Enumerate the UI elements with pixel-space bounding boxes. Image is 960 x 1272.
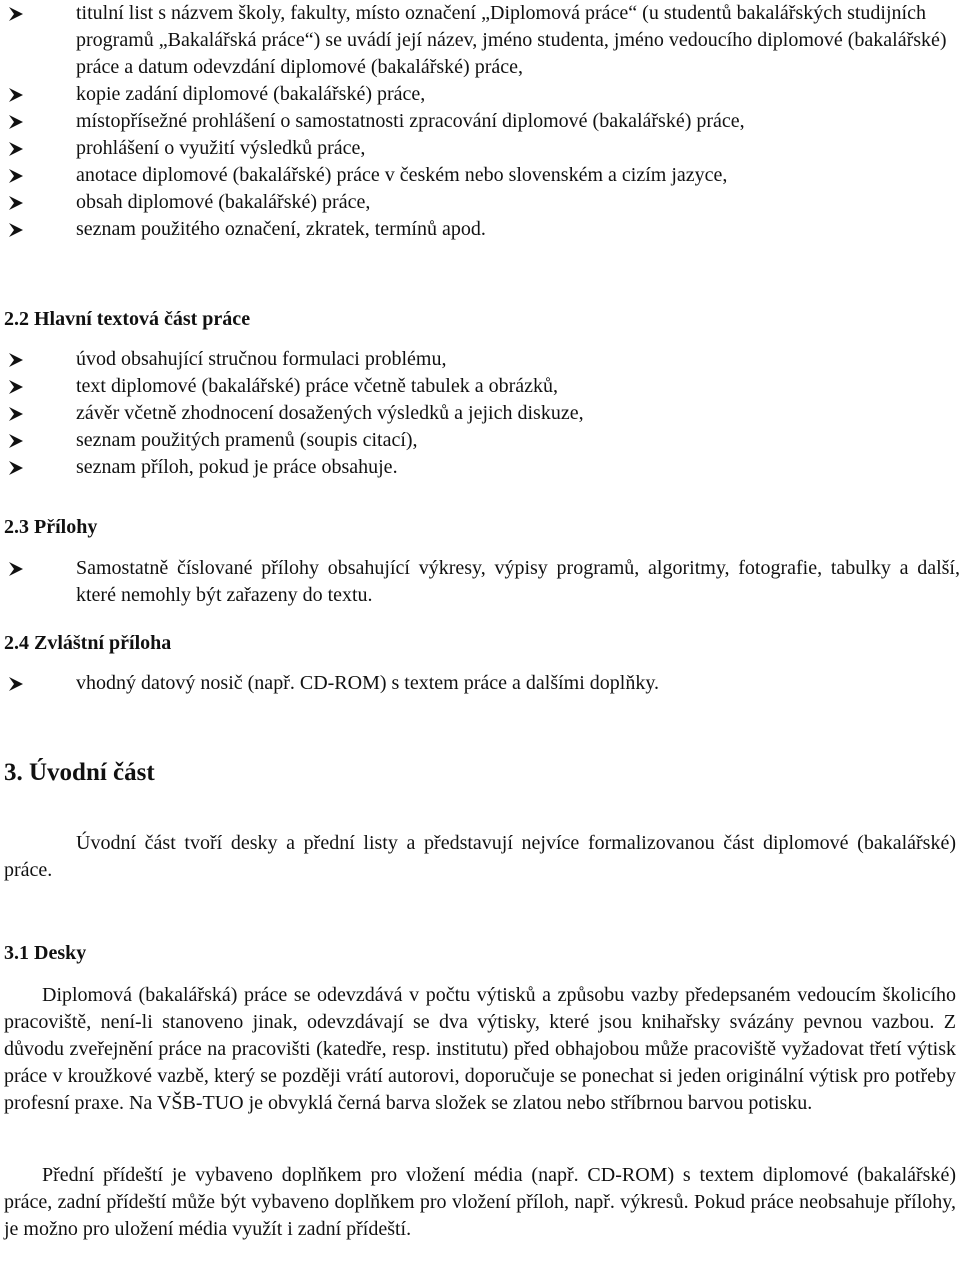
list-item-text: seznam použitého označení, zkratek, termínů apod. (76, 218, 486, 240)
list-item-text: úvod obsahující stručnou formulaci problému, (76, 348, 447, 370)
arrow-bullet-icon (6, 346, 28, 373)
list-item (0, 216, 960, 243)
section-heading-2-4: 2.4 Zvláštní příloha (4, 632, 172, 654)
main-text-list (0, 346, 960, 481)
list-item-text: titulní list s názvem školy, fakulty, místo označení „Diplomová práce“ (u studentů bakalářských studijních programů „Bakalářská práce“) se uvádí její název, jméno studenta, jméno vedoucího diplomové (bakalářské) práce a datum odevzdání diplomové (bakalářské) práce, (76, 2, 947, 78)
list-item-text: vhodný datový nosič (např. CD-ROM) s textem práce a dalšími doplňky. (76, 672, 660, 694)
list-item-text: prohlášení o využití výsledků práce, (76, 137, 366, 159)
arrow-bullet-icon (6, 81, 28, 108)
list-item-text: text diplomové (bakalářské) práce včetně tabulek a obrázků, (76, 375, 559, 397)
arrow-bullet-icon (6, 189, 28, 216)
desky-paragraph-1: Diplomová (bakalářská) práce se odevzdává v počtu výtisků a způsobu vazby předepsaném vedoucím školicího pracoviště, není-li stanoveno jinak, odevzdávají se dva výtisky, které jsou knihařsky svázány pevnou vazbou. Z důvodu zveřejnění práce na pracovišti (katedře, resp. institutu) před obhajobou může pracoviště vyžadovat třetí výtisk práce v kroužkové vazbě, který se později vrátí autorovi, doporučuje se ponechat si jeden originální výtisk pro potřeby profesní praxe. Na VŠB-TUO je obvyklá černá barva složek se zlatou nebo stříbrnou barvou potisku. (4, 984, 956, 1114)
list-item (0, 162, 960, 189)
list-item (0, 81, 960, 108)
section-heading-2-3: 2.3 Přílohy (4, 516, 98, 538)
list-item-text: anotace diplomové (bakalářské) práce v českém nebo slovenském a cizím jazyce, (76, 164, 728, 186)
arrow-bullet-icon (6, 670, 28, 697)
arrow-bullet-icon (6, 373, 28, 400)
list-item-text: kopie zadání diplomové (bakalářské) práce, (76, 83, 426, 105)
list-item (0, 346, 960, 373)
list-item (0, 108, 960, 135)
list-item-text: seznam použitých pramenů (soupis citací), (76, 429, 418, 451)
list-item-text: místopřísežné prohlášení o samostatnosti zpracování diplomové (bakalářské) práce, (76, 110, 745, 132)
list-item (0, 373, 960, 400)
front-matter-list (0, 0, 960, 243)
attachments-list (0, 555, 960, 609)
arrow-bullet-icon (6, 0, 28, 27)
list-item (0, 0, 960, 81)
arrow-bullet-icon (6, 427, 28, 454)
list-item (0, 189, 960, 216)
list-item-text: závěr včetně zhodnocení dosažených výsledků a jejich diskuze, (76, 402, 584, 424)
arrow-bullet-icon (6, 135, 28, 162)
arrow-bullet-icon (6, 216, 28, 243)
section-heading-3-1: 3.1 Desky (4, 942, 87, 964)
list-item (0, 454, 960, 481)
list-item (0, 670, 960, 697)
list-item-text: Samostatně číslované přílohy obsahující výkresy, výpisy programů, algoritmy, fotografie, tabulky a další, které nemohly být zařazeny do textu. (76, 557, 960, 606)
list-item (0, 555, 960, 609)
arrow-bullet-icon (6, 454, 28, 481)
intro-paragraph: Úvodní část tvoří desky a přední listy a představují nejvíce formalizovanou část diplomové (bakalářské) práce. (4, 832, 956, 881)
list-item (0, 427, 960, 454)
arrow-bullet-icon (6, 400, 28, 427)
arrow-bullet-icon (6, 108, 28, 135)
desky-paragraph-2: Přední přídeští je vybaveno doplňkem pro vložení média (např. CD-ROM) s textem diplomové (bakalářské) práce, zadní přídeští může být vybaveno doplňkem pro vložení příloh, např. výkresů. Pokud práce neobsahuje přílohy, je možno pro uložení média využít i zadní přídeští. (4, 1164, 956, 1240)
section-heading-2-2: 2.2 Hlavní textová část práce (4, 308, 251, 330)
list-item-text: obsah diplomové (bakalářské) práce, (76, 191, 371, 213)
section-heading-3: 3. Úvodní část (4, 759, 155, 786)
arrow-bullet-icon (6, 162, 28, 189)
list-item-text: seznam příloh, pokud je práce obsahuje. (76, 456, 398, 478)
list-item (0, 135, 960, 162)
arrow-bullet-icon (6, 555, 28, 582)
list-item (0, 400, 960, 427)
special-attachment-list (0, 670, 960, 697)
